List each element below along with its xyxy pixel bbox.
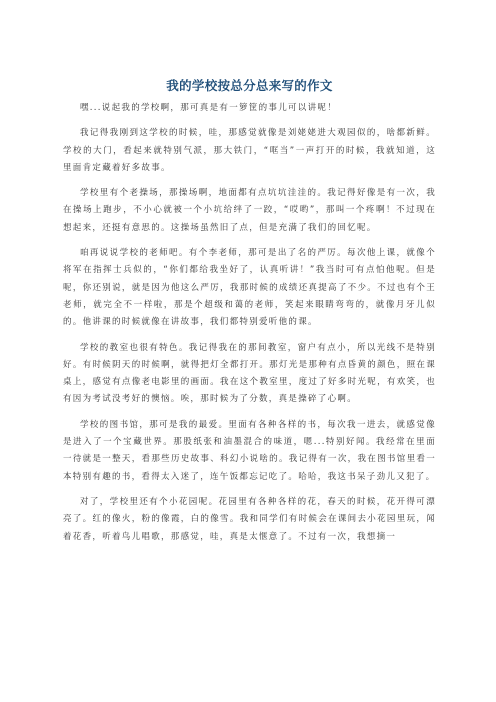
paragraph-intro: 嘿...说起我的学校啊，那可真是有一箩筐的事儿可以讲呢！: [80, 103, 338, 113]
paragraph-playground: 学校里有个老操场，那操场啊，地面都有点坑坑洼洼的。我记得好像是有一次，我在操场上跑步，不小心就被一个小坑给绊了一跤，“哎哟”，那叫一个疼啊！不过现在想起来，还挺有意思的。这操场虽然旧了点，但是充满了我们的回忆呢。: [63, 188, 436, 233]
paragraph-classroom: 学校的教室也很有特色。我记得我在的那间教室，窗户有点小，所以光线不是特别好。有时候阴天的时候啊，就得把灯全都打开。那灯光是那种有点昏黄的颜色，照在课桌上，感觉有点像老电影里的画面。我在这个教室里，度过了好多时光呢，有欢笑，也有因为考试没考好的懊恼。唉，那时候为了分数，真是操碎了心啊。: [63, 342, 436, 405]
document-title: 我的学校按总分总来写的作文: [166, 78, 333, 93]
paragraph-garden: 对了，学校里还有个小花园呢。花园里有各种各样的花，春天的时候，花开得可漂亮了。红的像火，粉的像霞，白的像雪。我和同学们有时候会在课间去小花园里玩，闻着花香，听着鸟儿唱歌，那感觉，哇，真是太惬意了。不过有一次，我想摘一: [63, 496, 436, 542]
paragraph-school-gate: 我记得我刚到这学校的时候，哇，那感觉就像是刘姥姥进大观园似的，啥都新鲜。学校的大门，看起来就特别气派，那大铁门，“哐当”一声打开的时候，我就知道，这里面肯定藏着好多故事。: [63, 128, 436, 173]
paragraph-library: 学校的图书馆，那可是我的最爱。里面有各种各样的书，每次我一进去，就感觉像是进入了一个宝藏世界。那股纸张和油墨混合的味道，嗯...特别好闻。我经常在里面一待就是一整天，看那些历史故事、科幻小说啥的。我记得有一次，我在图书馆里看一本特别有趣的书，看得太入迷了，连午饭都忘记吃了。哈哈，我这书呆子劲儿又犯了。: [63, 419, 436, 482]
paragraph-teachers: 咱再说说学校的老师吧。有个李老师，那可是出了名的严厉。每次他上课，就像个将军在指挥士兵似的，“你们都给我坐好了，认真听讲！”我当时可有点怕他呢。但是呢，你还别说，就是因为他这么严厉，我那时候的成绩还真提高了不少。不过也有个王老师，就完全不一样啦，那是个超级和蔼的老师，笑起来眼睛弯弯的，就像月牙儿似的。他讲课的时候就像在讲故事，我们都特别爱听他的课。: [63, 248, 436, 328]
